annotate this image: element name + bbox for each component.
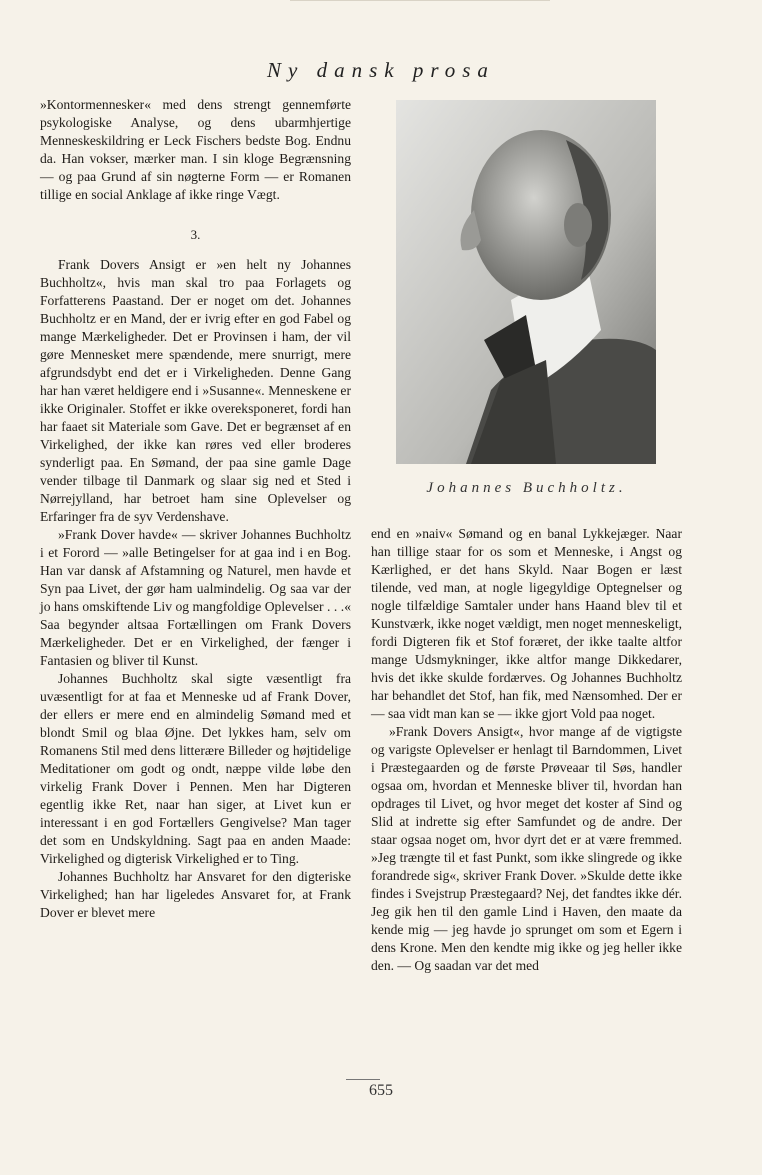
- portrait-illustration: [396, 100, 656, 464]
- section-number: 3.: [190, 227, 201, 242]
- page-number-rule: [346, 1079, 380, 1080]
- paragraph: Johannes Buchholtz skal sigte væsentligt fra uvæsentligt for at faa et Menneske ud af Frank Dover, der ellers er mere end en almindelig Sømand med et blondt Smil og blaa Øjne. Det lykkes ham, selv om Romanens Stil med dens litterære Billeder og højtidelige Meditationer om godt og ondt, næppe vilde løbe den virkelig Frank Dover i Pennen. Men har Digteren egentlig ikke Ret, naar han siger, at Livet kun er interessant i en god Fortællers Gengivelse? Man tager det som en Undskyldning. Sagt paa en anden Maade: Virkelighed og digterisk Virkelighed er to Ting.: [40, 671, 351, 866]
- paragraph: »Kontormennesker« med dens strengt gennemførte psykologiske Analyse, og dens ubarmhjertige Menneskeskildring er Leck Fischers bedste Bog. Endnu da. Han vokser, mærker man. I sin kloge Begrænsning — og paa Grund af sin nøgterne Form — er Romanen tillige en social Anklage af ikke ringe Vægt.: [40, 97, 351, 202]
- running-head: Ny dansk prosa: [267, 58, 495, 82]
- page-number: 655: [369, 1082, 393, 1099]
- left-column: [40, 96, 351, 922]
- top-edge-line: [290, 0, 550, 1]
- paragraph: Johannes Buchholtz har Ansvaret for den digteriske Virkelighed; han har ligeledes Ansvaret for, at Frank Dover er blevet mere: [40, 869, 351, 920]
- paragraph: »Frank Dovers Ansigt«, hvor mange af de vigtigste og varigste Oplevelser er henlagt til Barndommen, Livet i Præstegaarden og de første Prøveaar til Søs, handler ogsaa om, hvordan et Menneske bliver til, hvordan han opdrages til Livet, og hvor meget det koster af Sind og Slid at indrette sig efter Samfundet og de andre. Der staar ogsaa noget om, hvor dyrt det er at være fremmed. »Jeg trængte til et fast Punkt, som ikke slingrede og ikke forandrede sig«, skriver Frank Dover. »Skulde dette ikke findes i Svejstrup Præstegaard? Nej, det fandtes ikke dér. Jeg gik hen til den gamle Lind i Haven, den maate da kende mig — jeg havde jo sprunget om som et Egern i dens Krone. Men den kendte mig ikke og jeg heller ikke den. — Og saadan var det med: [371, 724, 682, 973]
- paragraph: end en »naiv« Sømand og en banal Lykkejæger. Naar han tillige staar for os som et Menneske, i Angst og Kærlighed, er det hans Skyld. Naar Bogen er læst tilende, ved man, at nogle ligegyldige Optegnelser og nogle tilfældige Samtaler under hans Haand blev til et Kunstværk, ikke noget vældigt, men noget menneskeligt, fordi Digteren fik et Stof foræret, der ikke taalte altfor mange Udsmykninger, ikke altfor mange Dikkedarer, hvis det ikke skulde fordærves. Og Johannes Buchholtz har behandlet det Stof, han fik, med Nænsomhed. Der er — saa vidt man kan se — ikke gjort Vold paa noget.: [371, 526, 682, 721]
- photo-caption: Johannes Buchholtz.: [426, 480, 627, 496]
- right-column: [371, 525, 682, 975]
- paragraph: Frank Dovers Ansigt er »en helt ny Johannes Buchholtz«, hvis man skal tro paa Forlagets og Forfatterens Paastand. Der er noget om det. Johannes Buchholtz er en Mand, der er ivrig efter en god Fabel og mange Mærkeligheder. Det er Provinsen i ham, der vil gøre Mennesket mere spændende, mere snurrigt, mere afgrundsdybt end det er i Virkeligheden. Denne Gang har han været heldigere end i »Susanne«. Menneskene er ikke Originaler. Stoffet er ikke overeksponeret, fordi han har faaet sit Materiale som Gave. Det er begrænset af en Virkelighed, der ikke kan røres ved eller broderes synderligt paa. En Sømand, der paa sine gamle Dage vender tilbage til Danmark og slaar sig ned et Sted i Nørrejylland, har betroet ham sine Oplevelser og Erfaringer fra de syv Verdenshave.: [40, 257, 351, 524]
- paragraph: »Frank Dover havde« — skriver Johannes Buchholtz i et Forord — »alle Betingelser for at gaa ind i en Bog. Han var dansk af Afstamning og Naturel, men havde et Syn paa Livet, der gør ham ualmindelig. Og saa var der jo hans omskiftende Liv og mangfoldige Oplevelser . . .« Saa begynder altsaa Fortællingen om Frank Dovers Mærkeligheder. Det er en Virkelighed, der fænger i Fantasien og bliver til Kunst.: [40, 527, 351, 668]
- author-portrait-photo: [396, 100, 656, 464]
